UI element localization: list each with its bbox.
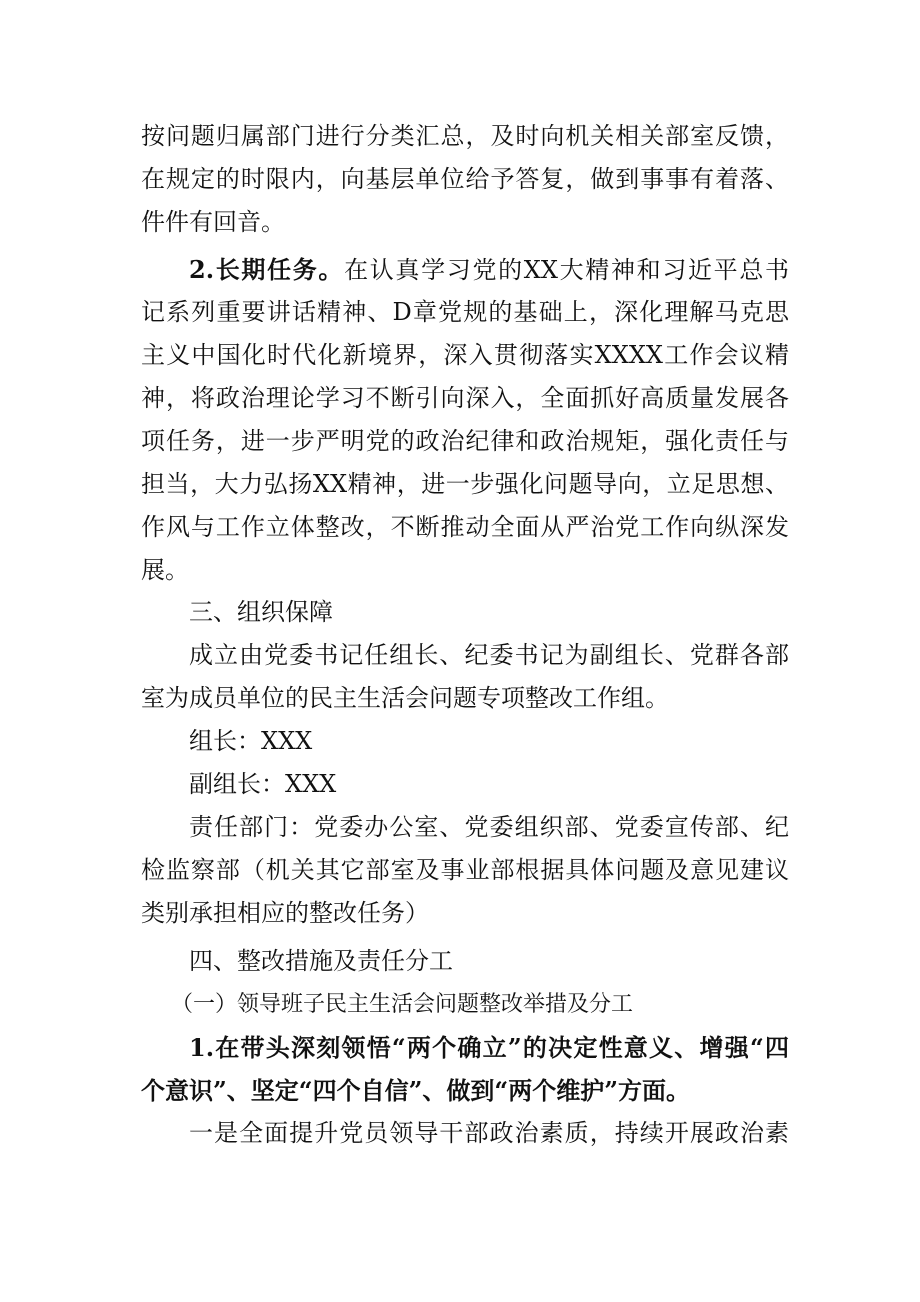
text-line: 一是全面提升党员领导干部政治素质，持续开展政治素 [189,1119,789,1147]
text-line: 按问题归属部门进行分类汇总，及时向机关相关部室反馈， [141,122,789,150]
deputy-leader: 副组长：XXX [189,770,337,798]
text-line: 神，将政治理论学习不断引向深入，全面抓好高质量发展各 [141,384,789,412]
long-term-heading: 2.长期任务。 [189,255,345,284]
section-4-heading: 四、整改措施及责任分工 [189,947,453,975]
group-leader: 组长：XXX [189,727,313,755]
text-line: 展。 [141,556,189,584]
text-line: 1.在带头深刻领悟“两个确立”的决定性意义、增强“四 [189,1033,789,1062]
section-4 [141,940,789,1155]
text-line: 在规定的时限内，向基层单位给予答复，做到事事有着落、 [141,165,789,193]
long-term-first-line: 在认真学习党的XX大精神和习近平总书 [344,256,790,284]
text-line: 成立由党委书记任组长、纪委书记为副组长、党群各部 [189,641,789,669]
section-3 [141,591,789,935]
text-line: 件件有回音。 [141,208,285,236]
text-line: 类别承担相应的整改任务） [141,899,429,927]
paragraph-continuation [141,115,789,244]
section-3-heading: 三、组织保障 [189,598,333,626]
text-line [141,248,789,291]
paragraph-long-term-task [141,248,789,592]
text-line: 室为成员单位的民主生活会问题专项整改工作组。 [141,684,669,712]
section-4-sub-heading: （一）领导班子民主生活会问题整改举措及分工 [171,992,634,1017]
text-line: 项任务，进一步严明党的政治纪律和政治规矩，强化责任与 [141,427,789,455]
text-line: 作风与工作立体整改，不断推动全面从严治党工作向纵深发 [141,513,789,541]
text-line: 个意识”、坚定“四个自信”、做到“两个维护”方面。 [141,1076,691,1105]
text-line: 责任部门：党委办公室、党委组织部、党委宣传部、纪 [189,813,789,841]
text-line: 检监察部（机关其它部室及事业部根据具体问题及意见建议 [141,856,789,884]
text-line: 主义中国化时代化新境界，深入贯彻落实XXXX工作会议精 [141,341,789,369]
text-line: 担当，大力弘扬XX精神，进一步强化问题导向，立足思想、 [141,470,789,498]
text-line: 记系列重要讲话精神、D章党规的基础上，深化理解马克思 [141,298,789,326]
